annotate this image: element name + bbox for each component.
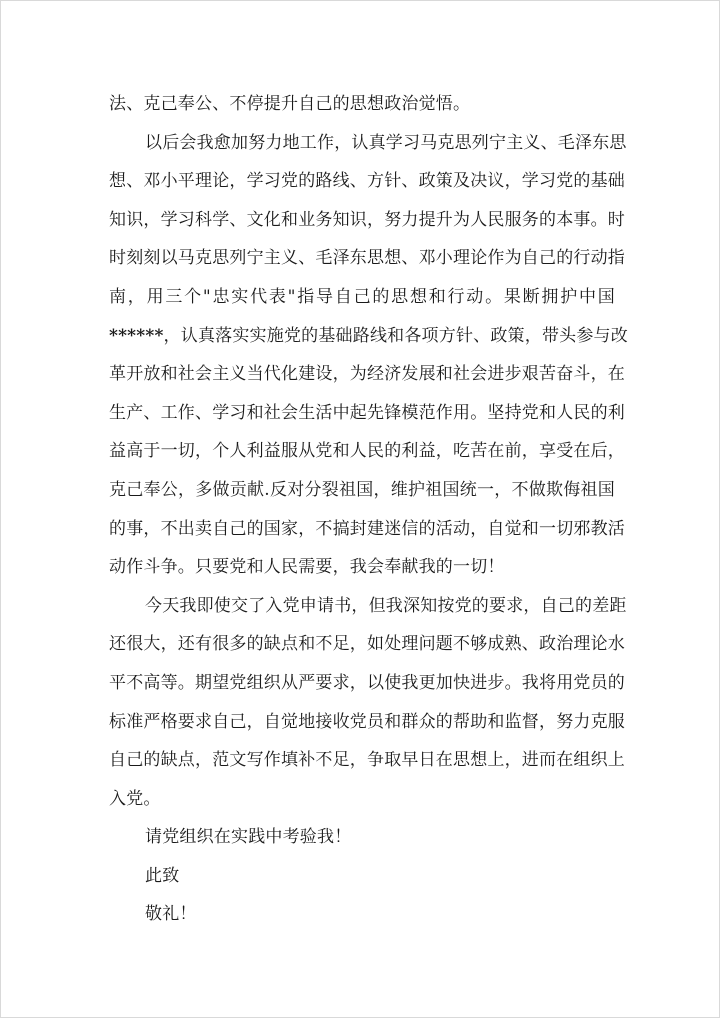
text-line: 自己的缺点，范文写作填补不足，争取早日在思想上，进而在组织上 [109,750,625,771]
text-line: 知识，学习科学、文化和业务知识，努力提升为人民服务的本事。时 [109,209,625,230]
document-body [109,85,628,934]
text-line: 入党。 [109,788,161,809]
text-line: 时刻刻以马克思列宁主义、毛泽东思想、邓小理论作为自己的行动指 [109,248,625,269]
text-line-remainder: ，认真落实实施党的基础路线和各项方针、政策，带头参与改 [163,325,628,346]
text-line: 平不高等。期望党组织从严要求，以使我更加快进步。我将用党员的 [109,672,625,693]
closing-regards: 敬礼！ [145,904,197,925]
text-line: 南，用三个"忠实代表"指导自己的思想和行动。果断拥护中国 [109,286,615,307]
masked-text: ****** [109,325,164,346]
text-line: 克己奉公，多做贡献.反对分裂祖国，维护祖国统一，不做欺侮祖国 [109,479,615,500]
text-line: 想、邓小平理论，学习党的路线、方针、政策及决议，学习党的基础 [109,171,625,192]
text-line: 标准严格要求自己，自觉地接收党员和群众的帮助和监督，努力克服 [109,711,625,732]
text-line: 动作斗争。只要党和人民需要，我会奉献我的一切！ [109,557,505,578]
text-line: 法、克己奉公、不停提升自己的思想政治觉悟。 [109,94,471,114]
closing-request: 请党组织在实践中考验我！ [145,827,352,848]
text-line: 以后会我愈加努力地工作，认真学习马克思列宁主义、毛泽东思 [145,132,627,153]
text-line: 生产、工作、学习和社会生活中起先锋模范作用。坚持党和人民的利 [109,402,625,423]
text-line-with-mask [109,317,628,356]
text-line: 的事，不出卖自己的国家，不搞封建迷信的活动，自觉和一切邪教活 [109,518,625,539]
text-line: 今天我即使交了入党申请书，但我深知按党的要求，自己的差距 [145,595,627,616]
text-line: 益高于一切，个人利益服从党和人民的利益，吃苦在前，享受在后， [109,441,625,462]
text-line: 还很大，还有很多的缺点和不足，如处理问题不够成熟、政治理论水 [109,634,625,655]
text-line: 革开放和社会主义当代化建设，为经济发展和社会进步艰苦奋斗，在 [109,364,625,385]
closing-salutation: 此致 [145,865,180,886]
